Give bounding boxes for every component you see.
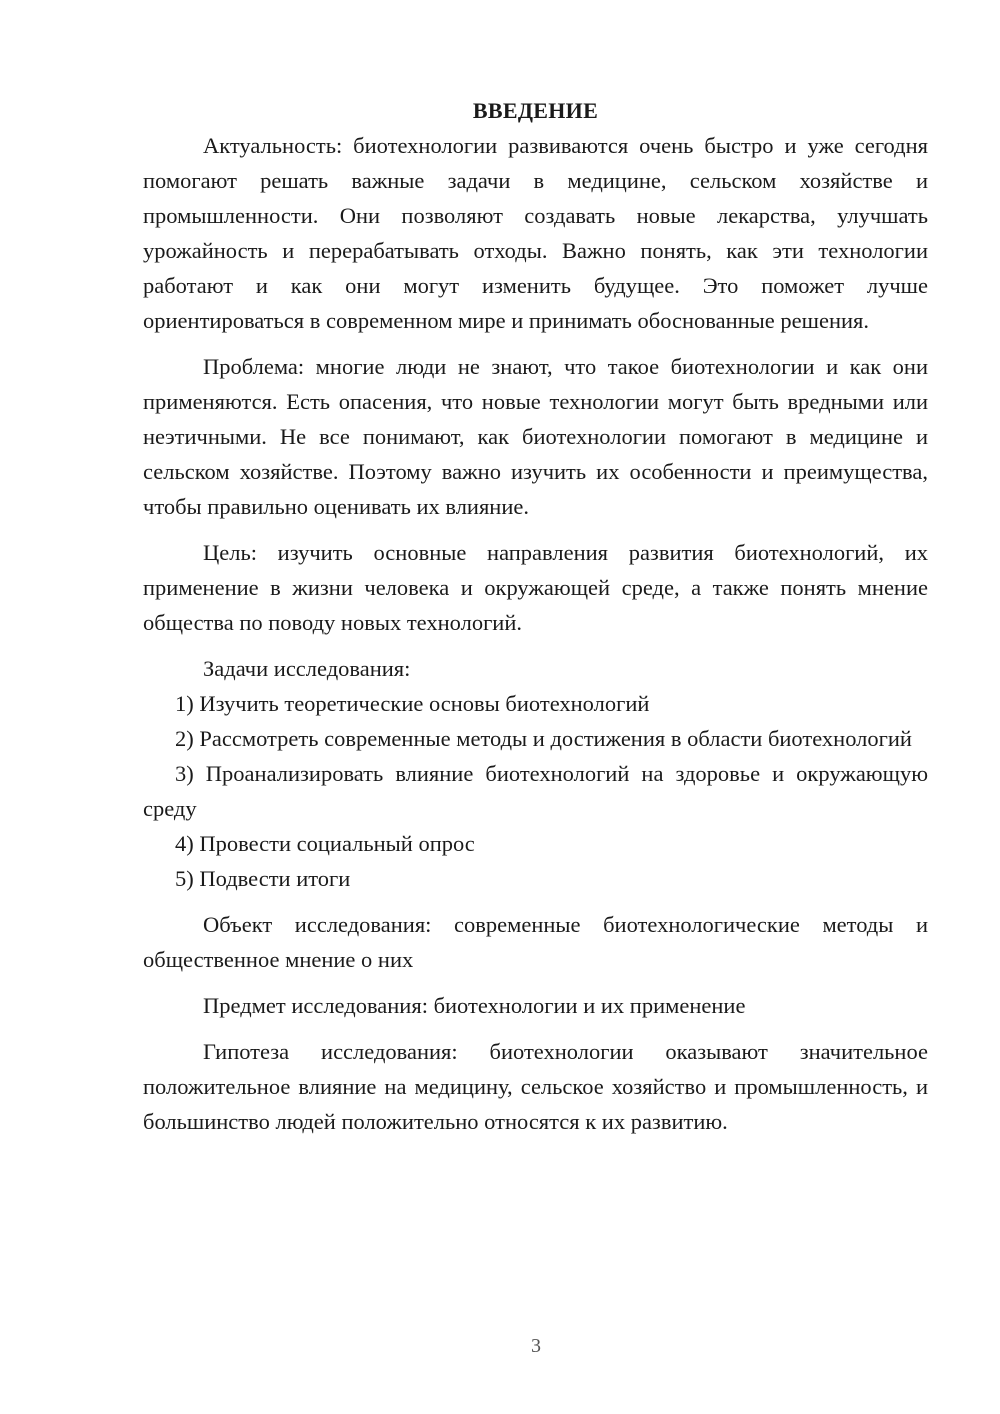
task-item-2: 2) Рассмотреть современные методы и достижения в области биотехнологий (175, 726, 912, 751)
relevance-paragraph: Актуальность: биотехнологии развиваются очень быстро и уже сегодня помогают решать важные задачи в медицине, сельском хозяйстве и промышленности. Они позволяют создавать новые лекарства, улучшать урожайность и перерабатывать отходы. Важно понять, как эти технологии работают и как они могут изменить будущее. Это поможет лучше ориентироваться в современном мире и принимать обоснованные решения. (143, 133, 928, 333)
task-item-1: 1) Изучить теоретические основы биотехнологий (175, 691, 650, 716)
goal-paragraph: Цель: изучить основные направления развития биотехнологий, их применение в жизни человека и окружающей среде, а также понять мнение общества по поводу новых технологий. (143, 540, 928, 635)
problem-paragraph: Проблема: многие люди не знают, что такое биотехнологии и как они применяются. Есть опасения, что новые технологии могут быть вредными или неэтичными. Не все понимают, как биотехнологии помогают в медицине и сельском хозяйстве. Поэтому важно изучить их особенности и преимущества, чтобы правильно оценивать их влияние. (143, 354, 928, 519)
task-item-3: 3) Проанализировать влияние биотехнологий на здоровье и окружающую среду (143, 761, 928, 821)
hypothesis-paragraph: Гипотеза исследования: биотехнологии оказывают значительное положительное влияние на медицину, сельское хозяйство и промышленность, и большинство людей положительно относятся к их развитию. (143, 1039, 928, 1134)
task-item-5: 5) Подвести итоги (175, 866, 351, 891)
subject-paragraph: Предмет исследования: биотехнологии и их применение (203, 993, 746, 1018)
page-number: 3 (531, 1335, 541, 1357)
page-content (143, 94, 928, 1139)
tasks-heading: Задачи исследования: (203, 656, 411, 681)
task-item-4: 4) Провести социальный опрос (175, 831, 475, 856)
object-paragraph: Объект исследования: современные биотехнологические методы и общественное мнение о них (143, 912, 928, 972)
section-title: ВВЕДЕНИЕ (472, 98, 599, 123)
